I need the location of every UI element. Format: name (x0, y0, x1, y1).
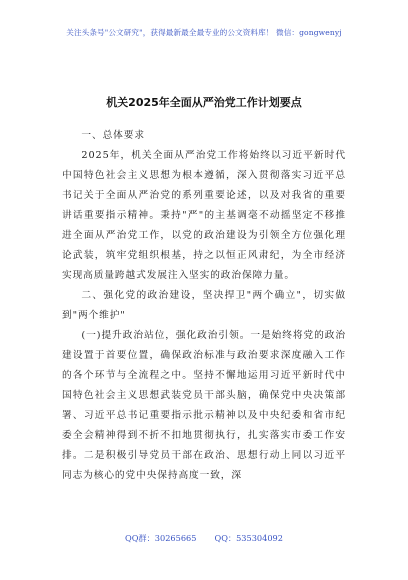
section-heading: 一、总体要求 (81, 130, 145, 141)
document-title: 机关2025年全面从严治党工作计划要点 (106, 96, 302, 109)
header-banner: 关注头条号"公文研究"，获得最新最全最专业的公文资料库！ 微信：gongwenyj (66, 28, 342, 37)
section-heading: 二、强化党的政治建设，坚决捍卫"两个确立"，切实做到"两个维护" (62, 290, 346, 321)
body-paragraph: (一)提升政治站位，强化政治引领。一是始终将党的政治建设置于首要位置，确保政治标准与政治要求深度融入工作的各个环节与全流程之中。坚持不懈地运用习近平新时代中国特色社会主义思想武装党员干部头脑，确保党中央决策部署、习近平总书记重要指示批示精神以及中央纪委和省市纪委全会精神得到不折不扣地贯彻执行，扎实落实市委工作安排。二是积极引导党员干部在政治、思想行动上同以习近平同志为核心的党中央保持高度一致，深 (62, 330, 346, 481)
footer-contact (0, 533, 408, 544)
document-body (62, 126, 346, 486)
qq-number: QQ：535304092 (214, 533, 283, 543)
body-paragraph: 2025年，机关全面从严治党工作将始终以习近平新时代中国特色社会主义思想为根本遵循，深入贯彻落实习近平总书记关于全面从严治党的系列重要论述，以及对我省的重要讲话重要指示精神。秉持"严"的主基调毫不动摇坚定不移推进全面从严治党工作，以党的政治建设为引领全方位强化理论武装，筑牢党组织根基，持之以恒正风肃纪，为全市经济实现高质量跨越式发展注入坚实的政治保障力量。 (62, 150, 346, 281)
qq-group-number: QQ群：30265665 (125, 533, 197, 543)
